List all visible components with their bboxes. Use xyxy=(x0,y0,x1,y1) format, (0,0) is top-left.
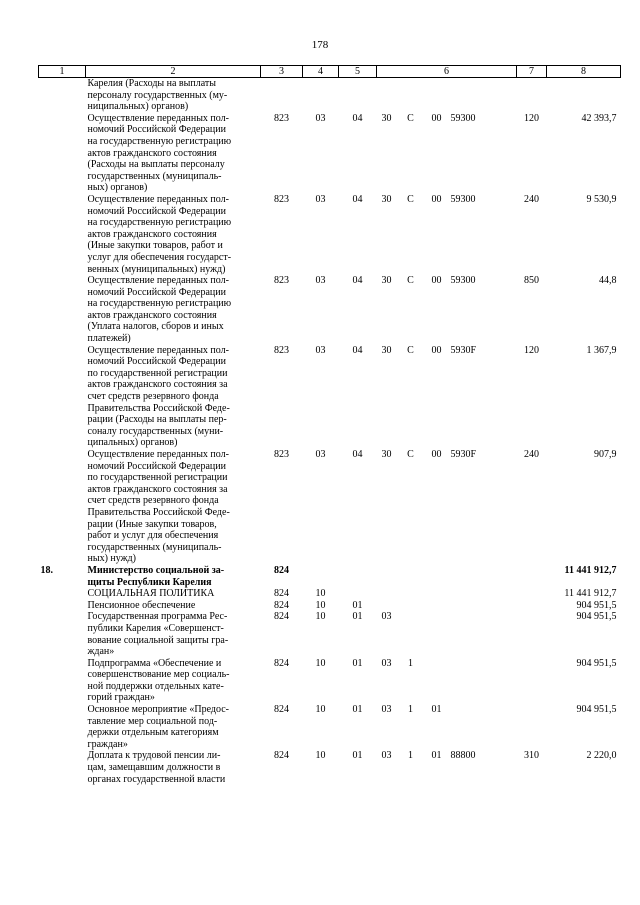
cell-c6d xyxy=(449,611,517,657)
cell-c4: 10 xyxy=(315,750,326,762)
cell-c3: 824 xyxy=(274,750,289,762)
cell-c6c xyxy=(425,78,449,113)
cell-c8: 904 951,5 xyxy=(576,704,617,716)
cell-c3: 824 xyxy=(274,599,289,611)
table-row xyxy=(39,704,621,750)
cell-c6d xyxy=(449,588,517,600)
cell-num xyxy=(39,600,86,612)
table-row xyxy=(39,565,621,588)
cell-c6b: 1 xyxy=(408,704,413,716)
cell-c5: 04 xyxy=(352,275,363,287)
cell-name: СОЦИАЛЬНАЯ ПОЛИТИКА xyxy=(87,588,215,600)
cell-c4: 10 xyxy=(315,657,326,669)
budget-table xyxy=(38,65,621,785)
cell-name: Осуществление переданных пол- номочий Российской Федерации на государственную регистрацию актов гражданского состояния (Уплата налогов, сборов и иных платежей) xyxy=(87,275,232,345)
cell-c6b: С xyxy=(407,193,414,205)
header-cell: 2 xyxy=(86,66,261,78)
cell-num xyxy=(39,750,86,785)
cell-num xyxy=(39,345,86,449)
table-row xyxy=(39,275,621,345)
cell-c6a: 30 xyxy=(381,112,392,124)
cell-c5: 01 xyxy=(352,750,363,762)
cell-c6b: С xyxy=(407,449,414,460)
cell-c6d: 59300 xyxy=(450,275,476,287)
cell-c6b: С xyxy=(407,344,414,356)
cell-c6a: 03 xyxy=(381,750,392,762)
cell-c6c: 00 xyxy=(431,193,442,205)
cell-c3 xyxy=(261,78,303,113)
cell-c6c: 00 xyxy=(431,344,442,356)
header-cell: 1 xyxy=(39,66,86,78)
cell-c3: 824 xyxy=(274,564,289,576)
cell-num xyxy=(39,449,86,565)
cell-c6b: 1 xyxy=(408,750,413,762)
header-cell: 3 xyxy=(261,66,303,78)
cell-c8: 904 951,5 xyxy=(576,657,617,669)
cell-c6a: 30 xyxy=(381,275,392,287)
cell-c7: 310 xyxy=(524,750,539,762)
cell-num xyxy=(39,113,86,194)
table-row xyxy=(39,588,621,600)
cell-c7: 120 xyxy=(524,112,539,124)
cell-c8: 904 951,5 xyxy=(576,611,617,623)
cell-c8: 2 220,0 xyxy=(586,750,617,762)
cell-c3: 823 xyxy=(274,275,289,287)
cell-c5: 01 xyxy=(352,704,363,716)
cell-c8: 44,8 xyxy=(599,275,617,287)
cell-c6a: 03 xyxy=(381,657,392,669)
cell-c6b xyxy=(397,78,425,113)
table-row xyxy=(39,449,621,565)
cell-c4: 03 xyxy=(315,193,326,205)
cell-c3: 823 xyxy=(274,193,289,205)
cell-c6c: 00 xyxy=(431,449,442,460)
cell-c4: 10 xyxy=(315,599,326,611)
cell-c7: 120 xyxy=(524,344,539,356)
cell-c6a: 30 xyxy=(381,449,392,460)
cell-c7 xyxy=(517,658,547,704)
cell-c7 xyxy=(517,588,547,600)
cell-c6d: 5930F xyxy=(450,344,477,356)
cell-c5: 04 xyxy=(352,193,363,205)
cell-name: Подпрограмма «Обеспечение и совершенствование мер социаль- ной поддержки отдельных кате- горий граждан» xyxy=(87,657,230,704)
cell-num: 18. xyxy=(40,564,53,576)
cell-c6d: 59300 xyxy=(450,193,476,205)
cell-c4 xyxy=(303,78,339,113)
cell-c6c: 01 xyxy=(431,704,442,716)
cell-c5 xyxy=(339,78,377,113)
cell-c4 xyxy=(303,565,339,588)
cell-c6c xyxy=(425,658,449,704)
cell-num xyxy=(39,588,86,600)
table-row xyxy=(39,611,621,657)
cell-c6a xyxy=(377,78,397,113)
cell-c6a xyxy=(377,588,397,600)
cell-c3: 824 xyxy=(274,704,289,716)
cell-c5 xyxy=(339,588,377,600)
cell-c6a xyxy=(377,565,397,588)
cell-c5 xyxy=(339,565,377,588)
cell-c5: 01 xyxy=(352,657,363,669)
cell-c6d: 5930F xyxy=(450,449,477,460)
cell-c4: 03 xyxy=(315,449,326,460)
header-cell: 8 xyxy=(547,66,621,78)
cell-c6c xyxy=(425,565,449,588)
cell-c6c: 00 xyxy=(431,275,442,287)
header-cell: 4 xyxy=(303,66,339,78)
cell-c3: 824 xyxy=(274,657,289,669)
cell-c6c xyxy=(425,600,449,612)
cell-c6a: 03 xyxy=(381,611,392,623)
cell-c4: 10 xyxy=(315,704,326,716)
cell-c4: 10 xyxy=(315,611,326,623)
cell-c6b: 1 xyxy=(408,657,413,669)
cell-name: Осуществление переданных пол- номочий Российской Федерации по государственной регистрации актов гражданского состояния за счет средств резервного фонда Правительства Российской Феде- рации (Расходы на выплаты пер- соналу государственных (муни- ципальных) органов) xyxy=(87,344,230,449)
table-row xyxy=(39,113,621,194)
cell-c8: 11 441 912,7 xyxy=(564,564,617,576)
cell-c7: 240 xyxy=(524,449,539,460)
table-row xyxy=(39,750,621,785)
cell-c5: 04 xyxy=(352,344,363,356)
cell-c7 xyxy=(517,565,547,588)
cell-c8: 11 441 912,7 xyxy=(564,588,617,600)
cell-c7 xyxy=(517,704,547,750)
cell-c8: 907,9 xyxy=(594,449,617,460)
header-cell: 5 xyxy=(339,66,377,78)
cell-c6d: 88800 xyxy=(450,750,476,762)
cell-name: Осуществление переданных пол- номочий Российской Федерации на государственную регистрацию актов гражданского состояния (Расходы на выплаты персоналу государственных (муниципаль- ных) органов) xyxy=(87,112,232,194)
cell-c6d: 59300 xyxy=(450,112,476,124)
cell-c6b xyxy=(397,611,425,657)
cell-c5: 04 xyxy=(352,112,363,124)
cell-c6c xyxy=(425,611,449,657)
cell-c6b xyxy=(397,565,425,588)
cell-name: Доплата к трудовой пенсии ли- цам, замещавшим должности в органах государственной власти xyxy=(87,750,226,785)
cell-c6c xyxy=(425,588,449,600)
cell-c6d xyxy=(449,78,517,113)
cell-c4: 03 xyxy=(315,344,326,356)
cell-c7 xyxy=(517,611,547,657)
cell-c6d xyxy=(449,658,517,704)
cell-c6c: 00 xyxy=(431,112,442,124)
cell-c8: 904 951,5 xyxy=(576,599,617,611)
cell-name: Государственная программа Рес- публики Карелия «Совершенст- вование социальной защиты гра- ждан» xyxy=(87,611,229,658)
cell-name: Министерство социальной за- щиты Республики Карелия xyxy=(87,564,225,588)
cell-c7 xyxy=(517,78,547,113)
cell-num xyxy=(39,194,86,275)
cell-c6c: 01 xyxy=(431,750,442,762)
cell-c6a xyxy=(377,600,397,612)
cell-c6a: 03 xyxy=(381,704,392,716)
cell-c6a: 30 xyxy=(381,344,392,356)
table-row xyxy=(39,658,621,704)
header-row xyxy=(39,66,621,78)
cell-c4: 03 xyxy=(315,275,326,287)
cell-c8: 1 367,9 xyxy=(586,344,617,356)
cell-c6b xyxy=(397,600,425,612)
cell-c7: 850 xyxy=(524,275,539,287)
cell-c3: 823 xyxy=(274,112,289,124)
header-cell: 6 xyxy=(377,66,517,78)
cell-c8 xyxy=(547,78,621,113)
cell-name: Осуществление переданных пол- номочий Российской Федерации по государственной регистрации актов гражданского состояния за счет средств резервного фонда Правительства Российской Феде- рации (Иные закупки товаров, работ и услуг для обеспечения государственных (муниципаль- ных) нужд) xyxy=(87,449,230,565)
header-cell: 7 xyxy=(517,66,547,78)
cell-c6d xyxy=(449,600,517,612)
cell-c4: 10 xyxy=(315,588,326,600)
cell-num xyxy=(39,704,86,750)
cell-c7 xyxy=(517,600,547,612)
cell-c5: 04 xyxy=(352,449,363,460)
cell-c4: 03 xyxy=(315,112,326,124)
cell-num xyxy=(39,658,86,704)
cell-name: Основное мероприятие «Предос- тавление мер социальной под- держки отдельным категориям граждан» xyxy=(87,704,230,750)
table-row xyxy=(39,78,621,113)
cell-c3: 824 xyxy=(274,588,289,600)
cell-c5: 01 xyxy=(352,611,363,623)
cell-name: Осуществление переданных пол- номочий Российской Федерации на государственную регистрацию актов гражданского состояния (Иные закупки товаров, работ и услуг для обеспечения государст- венных (муниципальных) нужд) xyxy=(87,193,232,275)
cell-c6b: С xyxy=(407,112,414,124)
cell-c3: 823 xyxy=(274,344,289,356)
table-row xyxy=(39,345,621,449)
page-number: 178 xyxy=(311,39,329,51)
cell-num xyxy=(39,275,86,345)
cell-num xyxy=(39,78,86,113)
cell-c8: 42 393,7 xyxy=(581,112,617,124)
cell-c7: 240 xyxy=(524,193,539,205)
cell-name: Пенсионное обеспечение xyxy=(87,599,196,611)
cell-c3: 824 xyxy=(274,611,289,623)
table-row xyxy=(39,600,621,612)
cell-num xyxy=(39,611,86,657)
cell-name: Карелия (Расходы на выплаты персоналу государственных (му- ниципальных) органов) xyxy=(87,78,228,113)
cell-c6a: 30 xyxy=(381,193,392,205)
cell-c6d xyxy=(449,565,517,588)
table-row xyxy=(39,194,621,275)
cell-c6d xyxy=(449,704,517,750)
cell-c5: 01 xyxy=(352,599,363,611)
cell-c6b xyxy=(397,588,425,600)
cell-c6b: С xyxy=(407,275,414,287)
cell-c3: 823 xyxy=(274,449,289,460)
cell-c8: 9 530,9 xyxy=(586,193,617,205)
